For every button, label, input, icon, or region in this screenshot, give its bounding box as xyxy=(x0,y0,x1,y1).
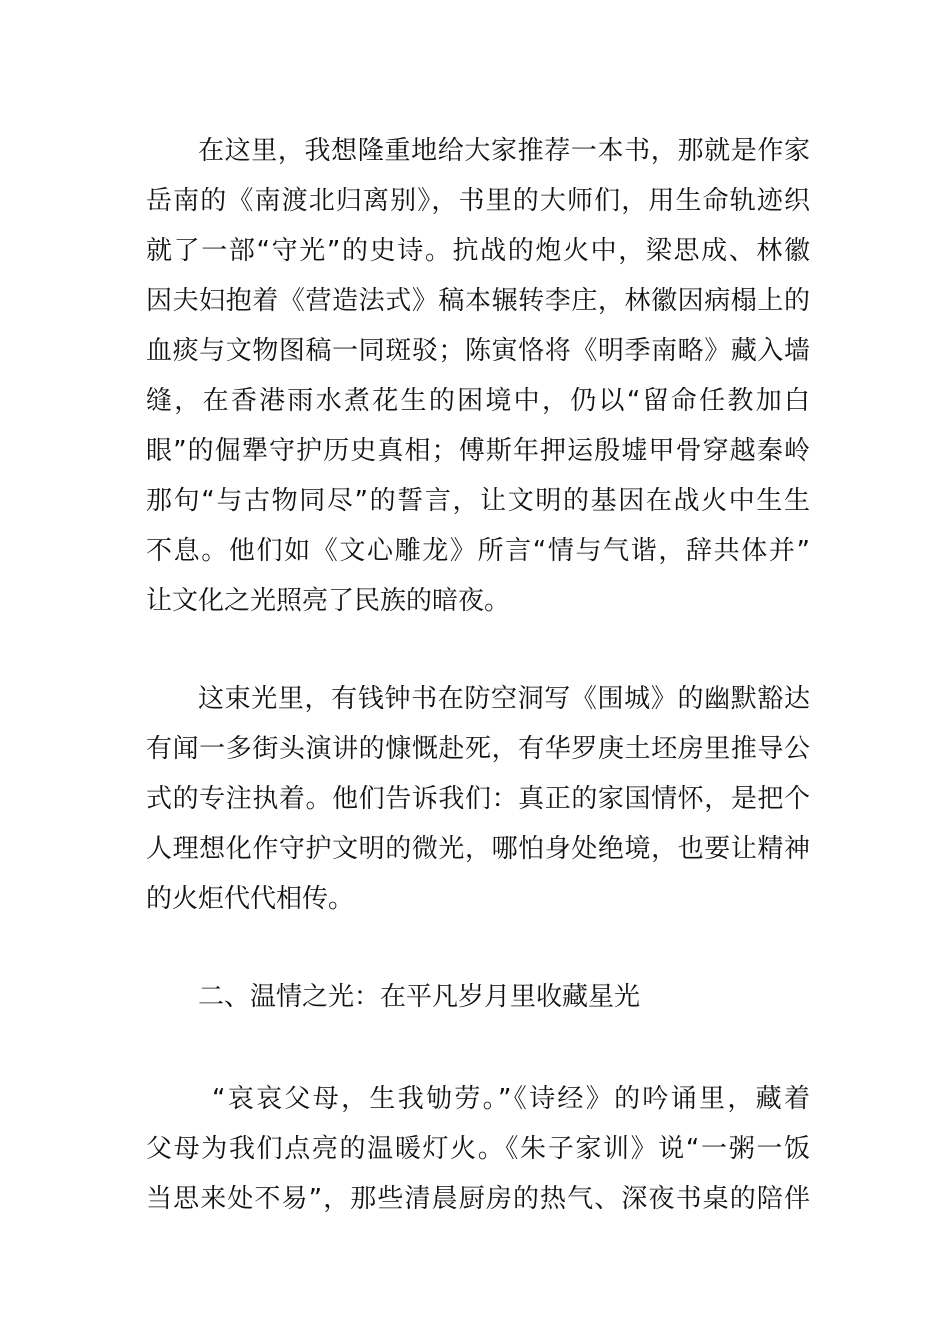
paragraph-line: “哀哀父母，生我劬劳。”《诗经》的吟诵里，藏着 xyxy=(212,1084,810,1114)
paragraph-line: 那句“与古物同尽”的誓言，让文明的基因在战火中生生 xyxy=(146,486,810,516)
paragraph-line: 不息。他们如《文心雕龙》所言“情与气谐，辞共体并” xyxy=(146,536,810,566)
paragraph-line: 的火炬代代相传。 xyxy=(146,884,355,914)
paragraph-book-recommendation xyxy=(146,126,810,626)
paragraph-line: 当思来处不易”，那些清晨厨房的热气、深夜书桌的陪伴 xyxy=(146,1184,810,1214)
paragraph-line: 岳南的《南渡北归离别》，书里的大师们，用生命轨迹织 xyxy=(146,186,810,216)
paragraph-line: 血痰与文物图稿一同斑驳；陈寅恪将《明季南略》藏入墙 xyxy=(146,336,810,366)
section-heading xyxy=(146,972,810,1022)
paragraph-parents-warmth xyxy=(146,1074,810,1224)
paragraph-line: 在这里，我想隆重地给大家推荐一本书，那就是作家 xyxy=(198,136,810,166)
section-heading-text: 二、温情之光：在平凡岁月里收藏星光 xyxy=(198,982,641,1012)
paragraph-line: 因夫妇抱着《营造法式》稿本辗转李庄，林徽因病榻上的 xyxy=(146,286,810,316)
paragraph-line: 缝，在香港雨水煮花生的困境中，仍以“留命任教加白 xyxy=(146,386,810,416)
paragraph-line: 人理想化作守护文明的微光，哪怕身处绝境，也要让精神 xyxy=(146,834,810,864)
paragraph-line: 式的专注执着。他们告诉我们：真正的家国情怀，是把个 xyxy=(146,784,810,814)
paragraph-line: 这束光里，有钱钟书在防空洞写《围城》的幽默豁达 xyxy=(198,684,810,714)
paragraph-light-of-masters xyxy=(146,674,810,924)
paragraph-line: 父母为我们点亮的温暖灯火。《朱子家训》说“一粥一饭 xyxy=(146,1134,810,1164)
paragraph-line: 有闻一多街头演讲的慷慨赴死，有华罗庚土坯房里推导公 xyxy=(146,734,810,764)
paragraph-line: 眼”的倔犟守护历史真相；傅斯年押运殷墟甲骨穿越秦岭 xyxy=(146,436,810,466)
paragraph-line: 让文化之光照亮了民族的暗夜。 xyxy=(146,586,511,616)
paragraph-line: 就了一部“守光”的史诗。抗战的炮火中，梁思成、林徽 xyxy=(146,236,810,266)
